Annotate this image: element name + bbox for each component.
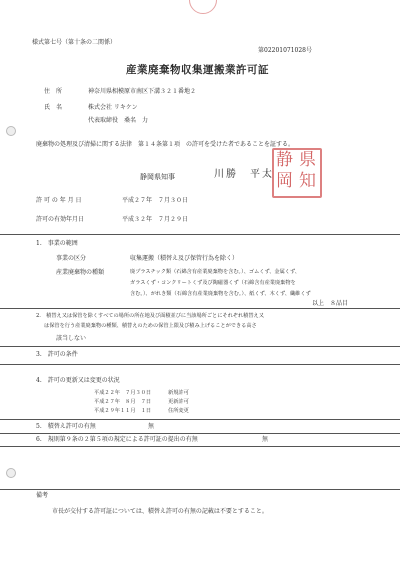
permit-date-value: 平成２７年 ７月３０日 <box>122 197 189 204</box>
waste-types-line: ガラスくず・コンクリートくず及び陶磁器くず（石綿含有産業廃棄物を <box>130 280 296 286</box>
history-date: 平成２２年 ７月３０日 <box>94 390 152 396</box>
seal-char: 岡 <box>276 171 293 191</box>
history-date: 平成２９年１１月 １日 <box>94 408 152 414</box>
waste-types-label: 産業廃棄物の種類 <box>56 269 105 276</box>
remarks-text: 市長が交付する許可証については、積替え許可の有無の記載は不要とすること。 <box>52 508 268 515</box>
history-action: 新規許可 <box>168 390 189 396</box>
issuer-name: 川勝 平太 <box>214 169 274 180</box>
history-date: 平成２７年 ８月 ７日 <box>94 399 152 405</box>
document-title: 産業廃棄物収集運搬業許可証 <box>126 64 269 76</box>
divider <box>0 446 400 447</box>
seal-char: 静 <box>276 150 293 170</box>
top-stamp-fragment <box>189 0 217 14</box>
seal-char: 県 <box>299 150 316 170</box>
punch-hole-bottom <box>6 468 16 478</box>
section-6-value: 無 <box>262 436 269 443</box>
section-5-title: 5. 積替え許可の有無 <box>36 423 96 430</box>
official-seal <box>272 148 322 198</box>
section-3-title: 3. 許可の条件 <box>36 351 78 358</box>
certification-statement: 廃棄物の処理及び清掃に関する法律 第１４条第１項 の許可を受けた者であることを証する。 <box>36 141 295 148</box>
permit-date-label: 許 可 の 年 月 日 <box>36 197 82 204</box>
form-label: 様式第七号（第十条の二関係） <box>32 39 117 46</box>
section-2-title: 2. 積替え又は保管を除くすべての場所の所在地及び面積並びに当該場所ごとにそれぞれ積替え又 <box>36 313 264 319</box>
business-category-value: 収集運搬（積替え及び保管行為を除く） <box>130 255 239 262</box>
section-4-title: 4. 許可の更新又は変更の状況 <box>36 377 120 384</box>
business-category-label: 事業の区分 <box>56 255 87 262</box>
divider <box>0 433 400 434</box>
punch-hole-top <box>6 126 16 136</box>
valid-until-label: 許可の有効年月日 <box>36 216 85 223</box>
divider <box>0 364 400 365</box>
divider <box>0 308 400 309</box>
section-2-title-cont: は保管を行う産業廃棄物の種類、積替えのための保管上限及び積み上げることができる高さ <box>44 323 257 329</box>
company-name: 株式会社 リキケン <box>88 104 138 111</box>
address-value: 神奈川県相模原市南区下溝３２１番地２ <box>88 88 197 95</box>
address-label: 住 所 <box>44 88 63 95</box>
section-5-value: 無 <box>148 423 155 430</box>
waste-types-line: 含む。）、がれき類（石綿含有産業廃棄物を含む。）、紙くず、木くず、繊維くず <box>130 291 311 297</box>
history-action: 住所変更 <box>168 408 189 414</box>
remarks-label: 備考 <box>36 492 49 499</box>
history-action: 更新許可 <box>168 399 189 405</box>
seal-char: 知 <box>299 171 316 191</box>
section-6-title: 6. 規則第９条の２第５項の規定による許可証の提出の有無 <box>36 436 198 443</box>
divider <box>0 419 400 420</box>
waste-types-total: 以上 ８品目 <box>312 300 349 307</box>
issuer-title: 静岡県知事 <box>140 173 175 181</box>
divider <box>0 346 400 347</box>
section-2-value: 該当しない <box>56 335 87 342</box>
waste-types-line: 廃プラスチック類（石綿含有産業廃棄物を含む。）、ゴムくず、金属くず、 <box>130 269 300 275</box>
section-1-title: 1. 事業の範囲 <box>36 240 78 247</box>
representative-name: 代表取締役 桑名 力 <box>88 117 149 124</box>
valid-until-value: 平成３２年 ７月２９日 <box>122 216 189 223</box>
certificate-number: 第02201071028号 <box>258 47 312 54</box>
name-label: 氏 名 <box>44 104 63 111</box>
divider <box>0 489 400 490</box>
divider <box>0 234 400 235</box>
